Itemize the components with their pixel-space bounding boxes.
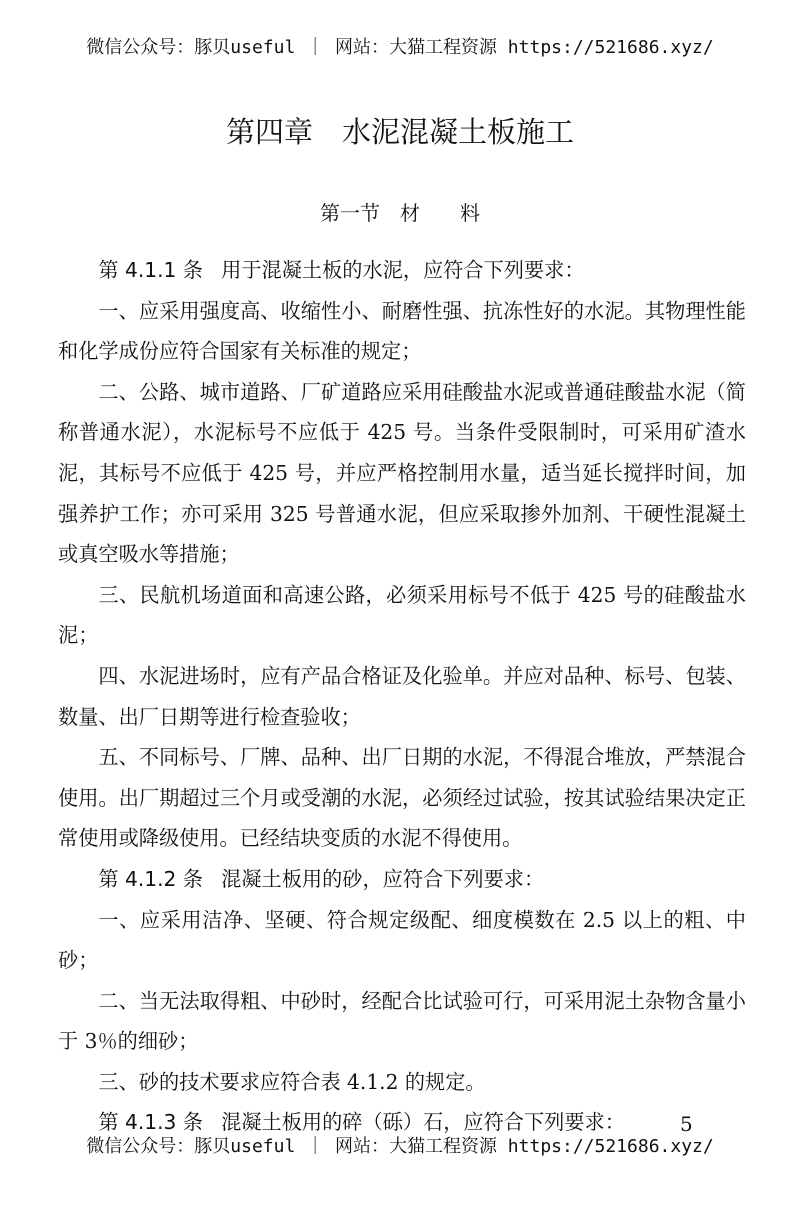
paragraph xyxy=(58,737,746,859)
paragraph xyxy=(58,250,746,291)
paragraph xyxy=(58,1062,746,1103)
clause-number: 第 4.1.2 条 xyxy=(98,866,203,891)
paragraph xyxy=(58,575,746,656)
paragraph-text: 四、水泥进场时，应有产品合格证及化验单。并应对品种、标号、包装、数量、出厂日期等进行检查验收； xyxy=(58,663,746,729)
paragraph-text: 用于混凝土板的水泥，应符合下列要求： xyxy=(221,258,585,282)
paragraph xyxy=(58,656,746,737)
paragraph-text: 五、不同标号、厂牌、品种、出厂日期的水泥，不得混合堆放，严禁混合使用。出厂期超过三个月或受潮的水泥，必须经过试验，按其试验结果决定正常使用或降级使用。已经结块变质的水泥不得使用。 xyxy=(58,745,746,851)
watermark-header: 微信公众号：豚贝useful ｜ 网站：大猫工程资源 https://521686.xyz/ xyxy=(86,37,714,58)
watermark-footer: 微信公众号：豚贝useful ｜ 网站：大猫工程资源 https://521686.xyz/ xyxy=(86,1136,714,1157)
paragraph-text: 一、应采用强度高、收缩性小、耐磨性强、抗冻性好的水泥。其物理性能和化学成份应符合国家有关标准的规定； xyxy=(58,298,746,364)
paragraph-text: 混凝土板用的砂，应符合下列要求： xyxy=(221,866,545,891)
paragraph-text: 三、民航机场道面和高速公路，必须采用标号不低于 425 号的硅酸盐水泥； xyxy=(58,582,746,648)
page-number: 5 xyxy=(680,1112,693,1136)
chapter-title: 第四章 水泥混凝土板施工 xyxy=(225,115,574,149)
clause-number: 第 4.1.3 条 xyxy=(98,1110,203,1135)
paragraph-text: 三、砂的技术要求应符合表 4.1.2 的规定。 xyxy=(98,1069,486,1094)
paragraph-text: 二、公路、城市道路、厂矿道路应采用硅酸盐水泥或普通硅酸盐水泥（简称普通水泥），水泥标号不应低于 425 号。当条件受限制时，可采用矿渣水泥，其标号不应低于 425 号，并应严格控制用水量，适当延长搅拌时间，加强养护工作；亦可采用 325 号普通水泥，但应采取掺外加剂、干硬性混凝土或真空吸水等措施； xyxy=(58,379,746,567)
paragraph xyxy=(58,291,746,372)
paragraph-text: 二、当无法取得粗、中砂时，经配合比试验可行，可采用泥土杂物含量小于 3％的细砂； xyxy=(58,988,746,1054)
paragraph xyxy=(58,859,746,900)
paragraph xyxy=(58,372,746,575)
clause-number: 第 4.1.1 条 xyxy=(98,258,203,282)
section-title: 第一节 材 料 xyxy=(320,201,480,225)
paragraph-text: 一、应采用洁净、坚硬、符合规定级配、细度模数在 2.5 以上的粗、中砂； xyxy=(58,907,746,973)
paragraph xyxy=(58,900,746,981)
paragraph xyxy=(58,981,746,1062)
document-body xyxy=(58,250,746,1143)
paragraph-text: 混凝土板用的碎（砾）石，应符合下列要求： xyxy=(221,1110,625,1135)
